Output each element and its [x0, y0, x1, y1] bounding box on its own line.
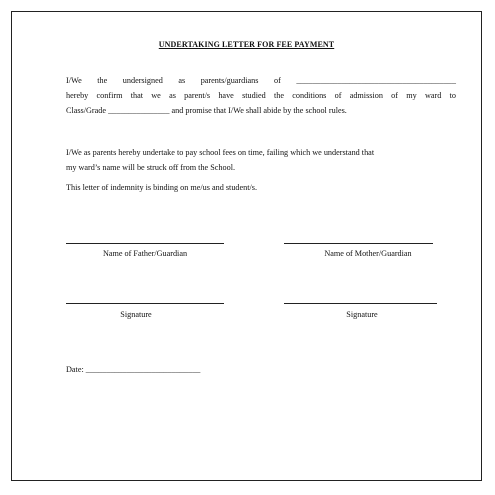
- paragraph-line: I/We as parents hereby undertake to pay school fees on time, failing which we understand that: [66, 148, 375, 157]
- father-name-line[interactable]: [66, 243, 224, 244]
- paragraph-line: I/We the undersigned as parents/guardians of _______________________________________: [66, 76, 456, 85]
- signature-left-label: Signature: [120, 310, 152, 319]
- mother-name-line[interactable]: [284, 243, 433, 244]
- letter-title: UNDERTAKING LETTER FOR FEE PAYMENT: [158, 40, 335, 49]
- date-field[interactable]: Date: ____________________________: [66, 365, 201, 374]
- signature-left-line[interactable]: [66, 303, 224, 304]
- mother-name-label: Name of Mother/Guardian: [324, 249, 412, 258]
- paragraph-line: hereby confirm that we as parent/s have studied the conditions of admission of my ward to: [66, 91, 456, 100]
- paragraph-undertaking: [66, 73, 456, 118]
- paragraph-fee-commitment: [66, 145, 466, 175]
- document-page: [11, 11, 482, 481]
- signature-right-label: Signature: [346, 310, 378, 319]
- paragraph-indemnity: This letter of indemnity is binding on me/us and student/s.: [66, 183, 258, 192]
- signature-right-line[interactable]: [284, 303, 437, 304]
- paragraph-line: Class/Grade _______________ and promise that I/We shall abide by the school rules.: [66, 106, 347, 115]
- paragraph-line: my ward’s name will be struck off from the School.: [66, 163, 236, 172]
- father-name-label: Name of Father/Guardian: [102, 249, 188, 258]
